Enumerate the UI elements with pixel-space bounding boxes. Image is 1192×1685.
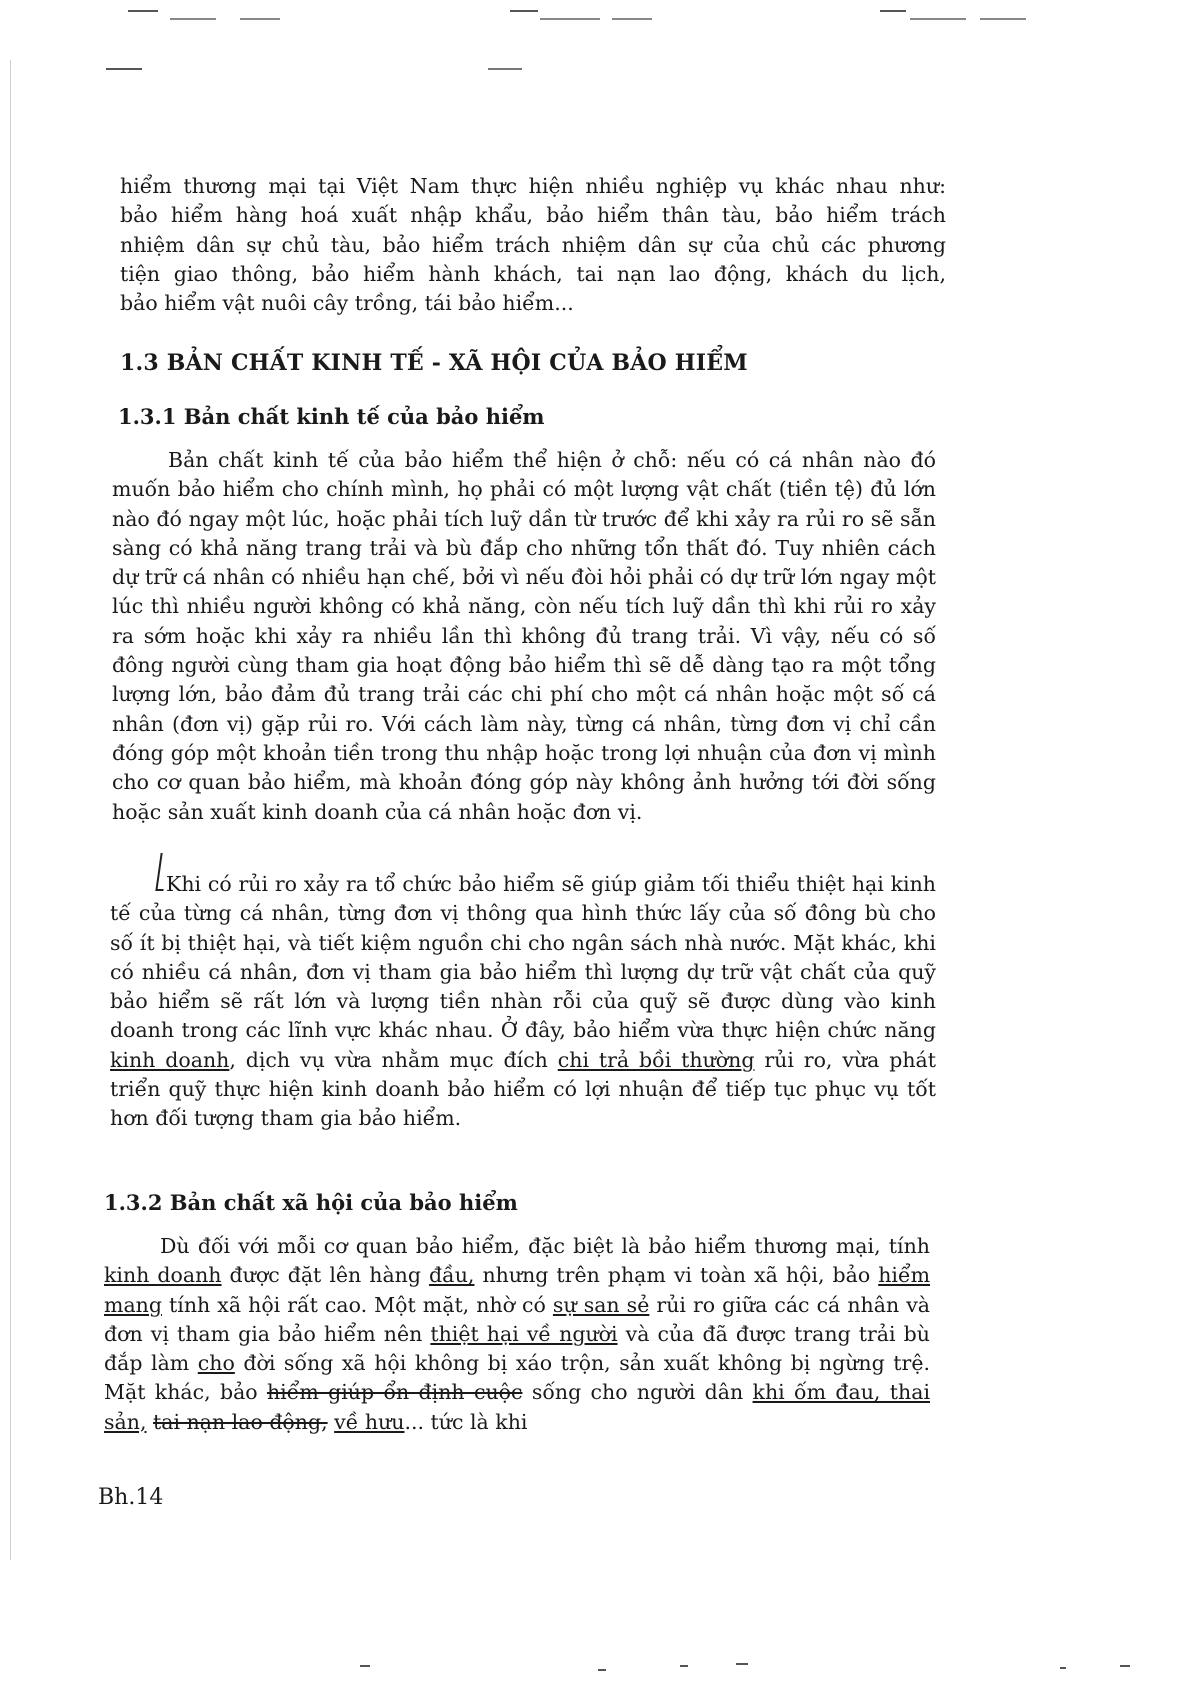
subsection-heading-social: 1.3.2 Bản chất xã hội của bảo hiểm (104, 1190, 518, 1215)
social-paragraph (104, 1232, 930, 1437)
intro-line: bảo hiểm vật nuôi cây trồng, tái bảo hiểm... (120, 291, 574, 316)
underlined-phrase: về hưu (334, 1409, 405, 1434)
section-heading: 1.3 BẢN CHẤT KINH TẾ - XÃ HỘI CỦA BẢO HIỂM (120, 350, 748, 376)
underlined-phrase: sự san sẻ (552, 1292, 650, 1317)
intro-paragraph (120, 172, 946, 318)
intro-line: tiện giao thông, bảo hiểm hành khách, tai nạn lao động, khách du lịch, (120, 261, 946, 286)
intro-line: hiểm thương mại tại Việt Nam thực hiện nhiều nghiệp vụ khác nhau như: (120, 174, 946, 198)
underlined-phrase: khi ốm đau, thai sản, (104, 1380, 930, 1434)
text-run: được đặt lên hàng (221, 1263, 430, 1288)
page-footer-code: Bh.14 (98, 1485, 164, 1510)
economic-paragraph-2-text (110, 870, 936, 1134)
economic-paragraph-1 (112, 446, 936, 827)
struck-phrase: hiểm giúp ổn định cuộc (266, 1380, 523, 1405)
text-run: nhưng trên phạm vi toàn xã hội, bảo (474, 1263, 879, 1288)
text-run: rủi ro, vừa phát triển quỹ thực hiện kinh doanh bảo hiểm có lợi nhuận để tiếp tục phục vụ tốt hơn đối tượng tham gia bảo hiểm. (110, 1047, 936, 1131)
text-run: Dù đối với mỗi cơ quan bảo hiểm, đặc biệt là bảo hiểm thương mại, tính (160, 1234, 930, 1258)
economic-paragraph-2 (110, 870, 936, 1134)
scan-bottom-artifacts (0, 1645, 1192, 1685)
text-run: và của đã được trang trải bù đắp làm (104, 1321, 930, 1376)
text-run: rủi ro giữa các cá nhân và đơn vị tham gia bảo hiểm nên (104, 1292, 930, 1346)
text-run: tính xã hội rất cao. Một mặt, nhờ có (162, 1292, 553, 1317)
scan-top-artifacts (0, 0, 1192, 40)
underlined-phrase: kinh doanh (104, 1263, 222, 1288)
text-run: sống cho người dân (522, 1380, 753, 1405)
subsection-heading-economic: 1.3.1 Bản chất kinh tế của bảo hiểm (118, 404, 545, 429)
text-run: đời sống xã hội không bị xáo trộn, sản xuất không bị ngừng trệ. Mặt khác, bảo (104, 1351, 930, 1405)
text-run: ... tức là khi (404, 1409, 528, 1434)
struck-phrase: tai nạn lao động, (153, 1409, 328, 1434)
text-run: , dịch vụ vừa nhằm mục đích (229, 1047, 558, 1072)
underlined-phrase: kinh doanh (110, 1047, 230, 1072)
economic-paragraph-1-text: Bản chất kinh tế của bảo hiểm thể hiện ở chỗ: nếu có cá nhân nào đó muốn bảo hiểm cho chính mình, họ phải có một lượng vật chất (tiền tệ) đủ lớn nào đó ngay một lúc, hoặc phải tích luỹ dần từ trước để khi xảy ra rủi ro sẽ sẵn sàng có khả năng trang trải và bù đắp cho những tổn thất đó. Tuy nhiên cách dự trữ cá nhân có nhiều hạn chế, bởi vì nếu đòi hỏi phải có dự trữ lớn ngay một lúc thì nhiều người không có khả năng, còn nếu tích luỹ dần thì khi rủi ro xảy ra sớm hoặc khi xảy ra nhiều lần thì không đủ trang trải. Vì vậy, nếu có số đông người cùng tham gia hoạt động bảo hiểm thì sẽ dễ dàng tạo ra một tổng lượng lớn, bảo đảm đủ trang trải các chi phí cho một cá nhân hoặc một số cá nhân (đơn vị) gặp rủi ro. Với cách làm này, từng cá nhân, từng đơn vị chỉ cần đóng góp một khoản tiền trong thu nhập hoặc trong lợi nhuận của đơn vị mình cho cơ quan bảo hiểm, mà khoản đóng góp này không ảnh hưởng tới đời sống hoặc sản xuất kinh doanh của cá nhân hoặc đơn vị. (112, 448, 936, 824)
underlined-phrase: chi trả bồi thường (557, 1047, 755, 1072)
intro-line: bảo hiểm hàng hoá xuất nhập khẩu, bảo hiểm thân tàu, bảo hiểm trách (120, 203, 946, 228)
underlined-phrase: cho (197, 1351, 235, 1376)
scan-edge-line (10, 60, 11, 1560)
underlined-phrase: thiệt hại về người (430, 1321, 618, 1346)
underlined-phrase: đầu, (429, 1263, 475, 1288)
social-paragraph-text (104, 1232, 930, 1437)
intro-line: nhiệm dân sự chủ tàu, bảo hiểm trách nhiệm dân sự của chủ các phương (120, 232, 946, 257)
underlined-phrase: hiểm mang (104, 1263, 931, 1317)
text-run: Khi có rủi ro xảy ra tổ chức bảo hiểm sẽ giúp giảm tối thiểu thiệt hại kinh tế của từng cá nhân, từng đơn vị thông qua hình thức lấy của số đông bù cho số ít bị thiệt hại, và tiết kiệm nguồn chi cho ngân sách nhà nước. Mặt khác, khi có nhiều cá nhân, đơn vị tham gia bảo hiểm thì lượng dự trữ vật chất của quỹ bảo hiểm sẽ rất lớn và lượng tiền nhàn rỗi của quỹ sẽ được dùng vào kinh doanh trong các lĩnh vực khác nhau. Ở đây, bảo hiểm vừa thực hiện chức năng (110, 872, 936, 1043)
